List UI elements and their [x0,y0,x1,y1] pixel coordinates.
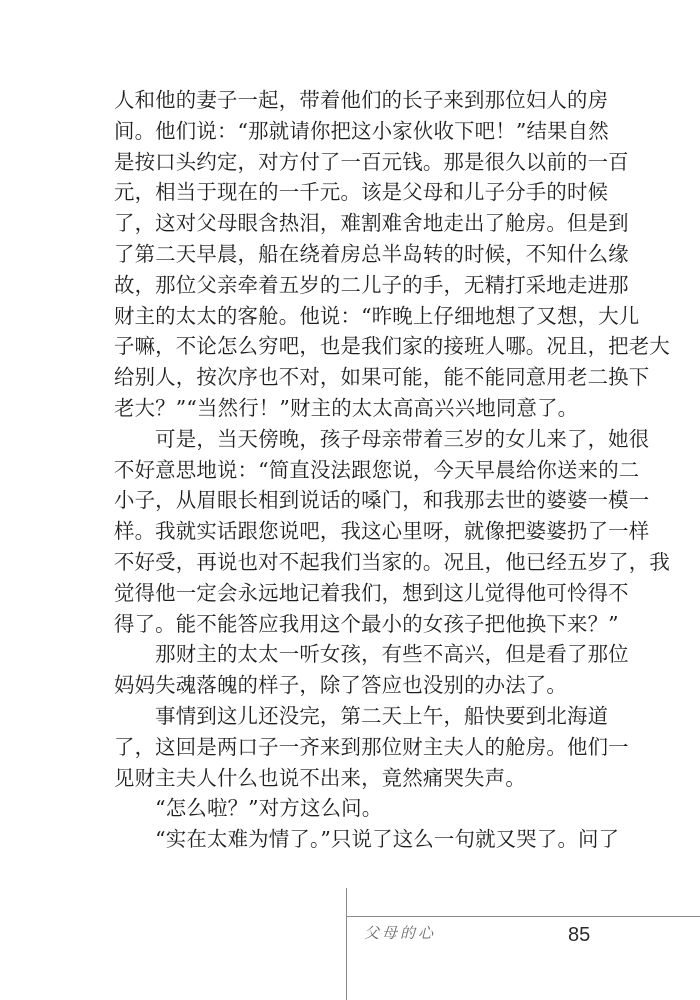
text-line: 觉得他一定会永远地记着我们，想到这儿觉得他可怜得不 [114,580,629,605]
text-line: 了，这回是两口子一齐来到那位财主夫人的舱房。他们一 [114,734,629,759]
text-line: 子嘛，不论怎么穷吧，也是我们家的接班人哪。况且，把老大 [114,334,670,359]
text-line: “怎么啦？”对方这么问。 [114,796,383,821]
text-line: “实在太难为情了。”只说了这么一句就又哭了。问了 [114,827,620,852]
text-line: 财主的太太的客舱。他说：“昨晚上仔细地想了又想，大儿 [114,303,640,328]
text-line: 见财主夫人什么也说不出来，竟然痛哭失声。 [114,765,526,790]
text-line: 样。我就实话跟您说吧，我这心里呀，就像把婆婆扔了一样 [114,519,650,544]
text-line: 小子，从眉眼长相到说话的嗓门，和我那去世的婆婆一模一 [114,488,650,513]
text-line: 妈妈失魂落魄的样子，除了答应也没别的办法了。 [114,673,567,698]
text-line: 老大？”“当然行！”财主的太太高高兴兴地同意了。 [114,395,579,420]
running-footer-title: 父母的心 [364,924,437,942]
text-line: 给别人，按次序也不对，如果可能，能不能同意用老二换下 [114,365,650,390]
body-text [114,85,670,855]
text-line: 间。他们说：“那就请你把这小家伙收下吧！”结果自然 [114,118,609,143]
text-line: 元，相当于现在的一千元。该是父母和儿子分手的时候 [114,180,609,205]
footer-horizontal-rule [346,916,700,917]
text-line: 得了。能不能答应我用这个最小的女孩子把他换下来？” [114,611,619,636]
text-line: 了，这对父母眼含热泪，难割难舍地走出了舱房。但是到 [114,211,629,236]
text-line: 人和他的妻子一起，带着他们的长子来到那位妇人的房 [114,88,609,112]
text-line: 可是，当天傍晚，孩子母亲带着三岁的女儿来了，她很 [114,426,650,451]
text-line: 了第二天早晨，船在绕着房总半岛转的时候，不知什么缘 [114,241,629,266]
page-number: 85 [568,924,591,946]
text-line: 事情到这儿还没完，第二天上午，船快要到北海道 [114,703,609,728]
text-line: 是按口头约定，对方付了一百元钱。那是很久以前的一百 [114,149,629,174]
text-line: 不好受，再说也对不起我们当家的。况且，他已经五岁了，我 [114,549,670,574]
text-line: 那财主的太太一听女孩，有些不高兴，但是看了那位 [114,642,629,667]
text-line: 故，那位父亲牵着五岁的二儿子的手，无精打采地走进那 [114,272,629,297]
footer-vertical-rule [346,888,347,1000]
text-line: 不好意思地说：“简直没法跟您说，今天早晨给你送来的二 [114,457,640,482]
